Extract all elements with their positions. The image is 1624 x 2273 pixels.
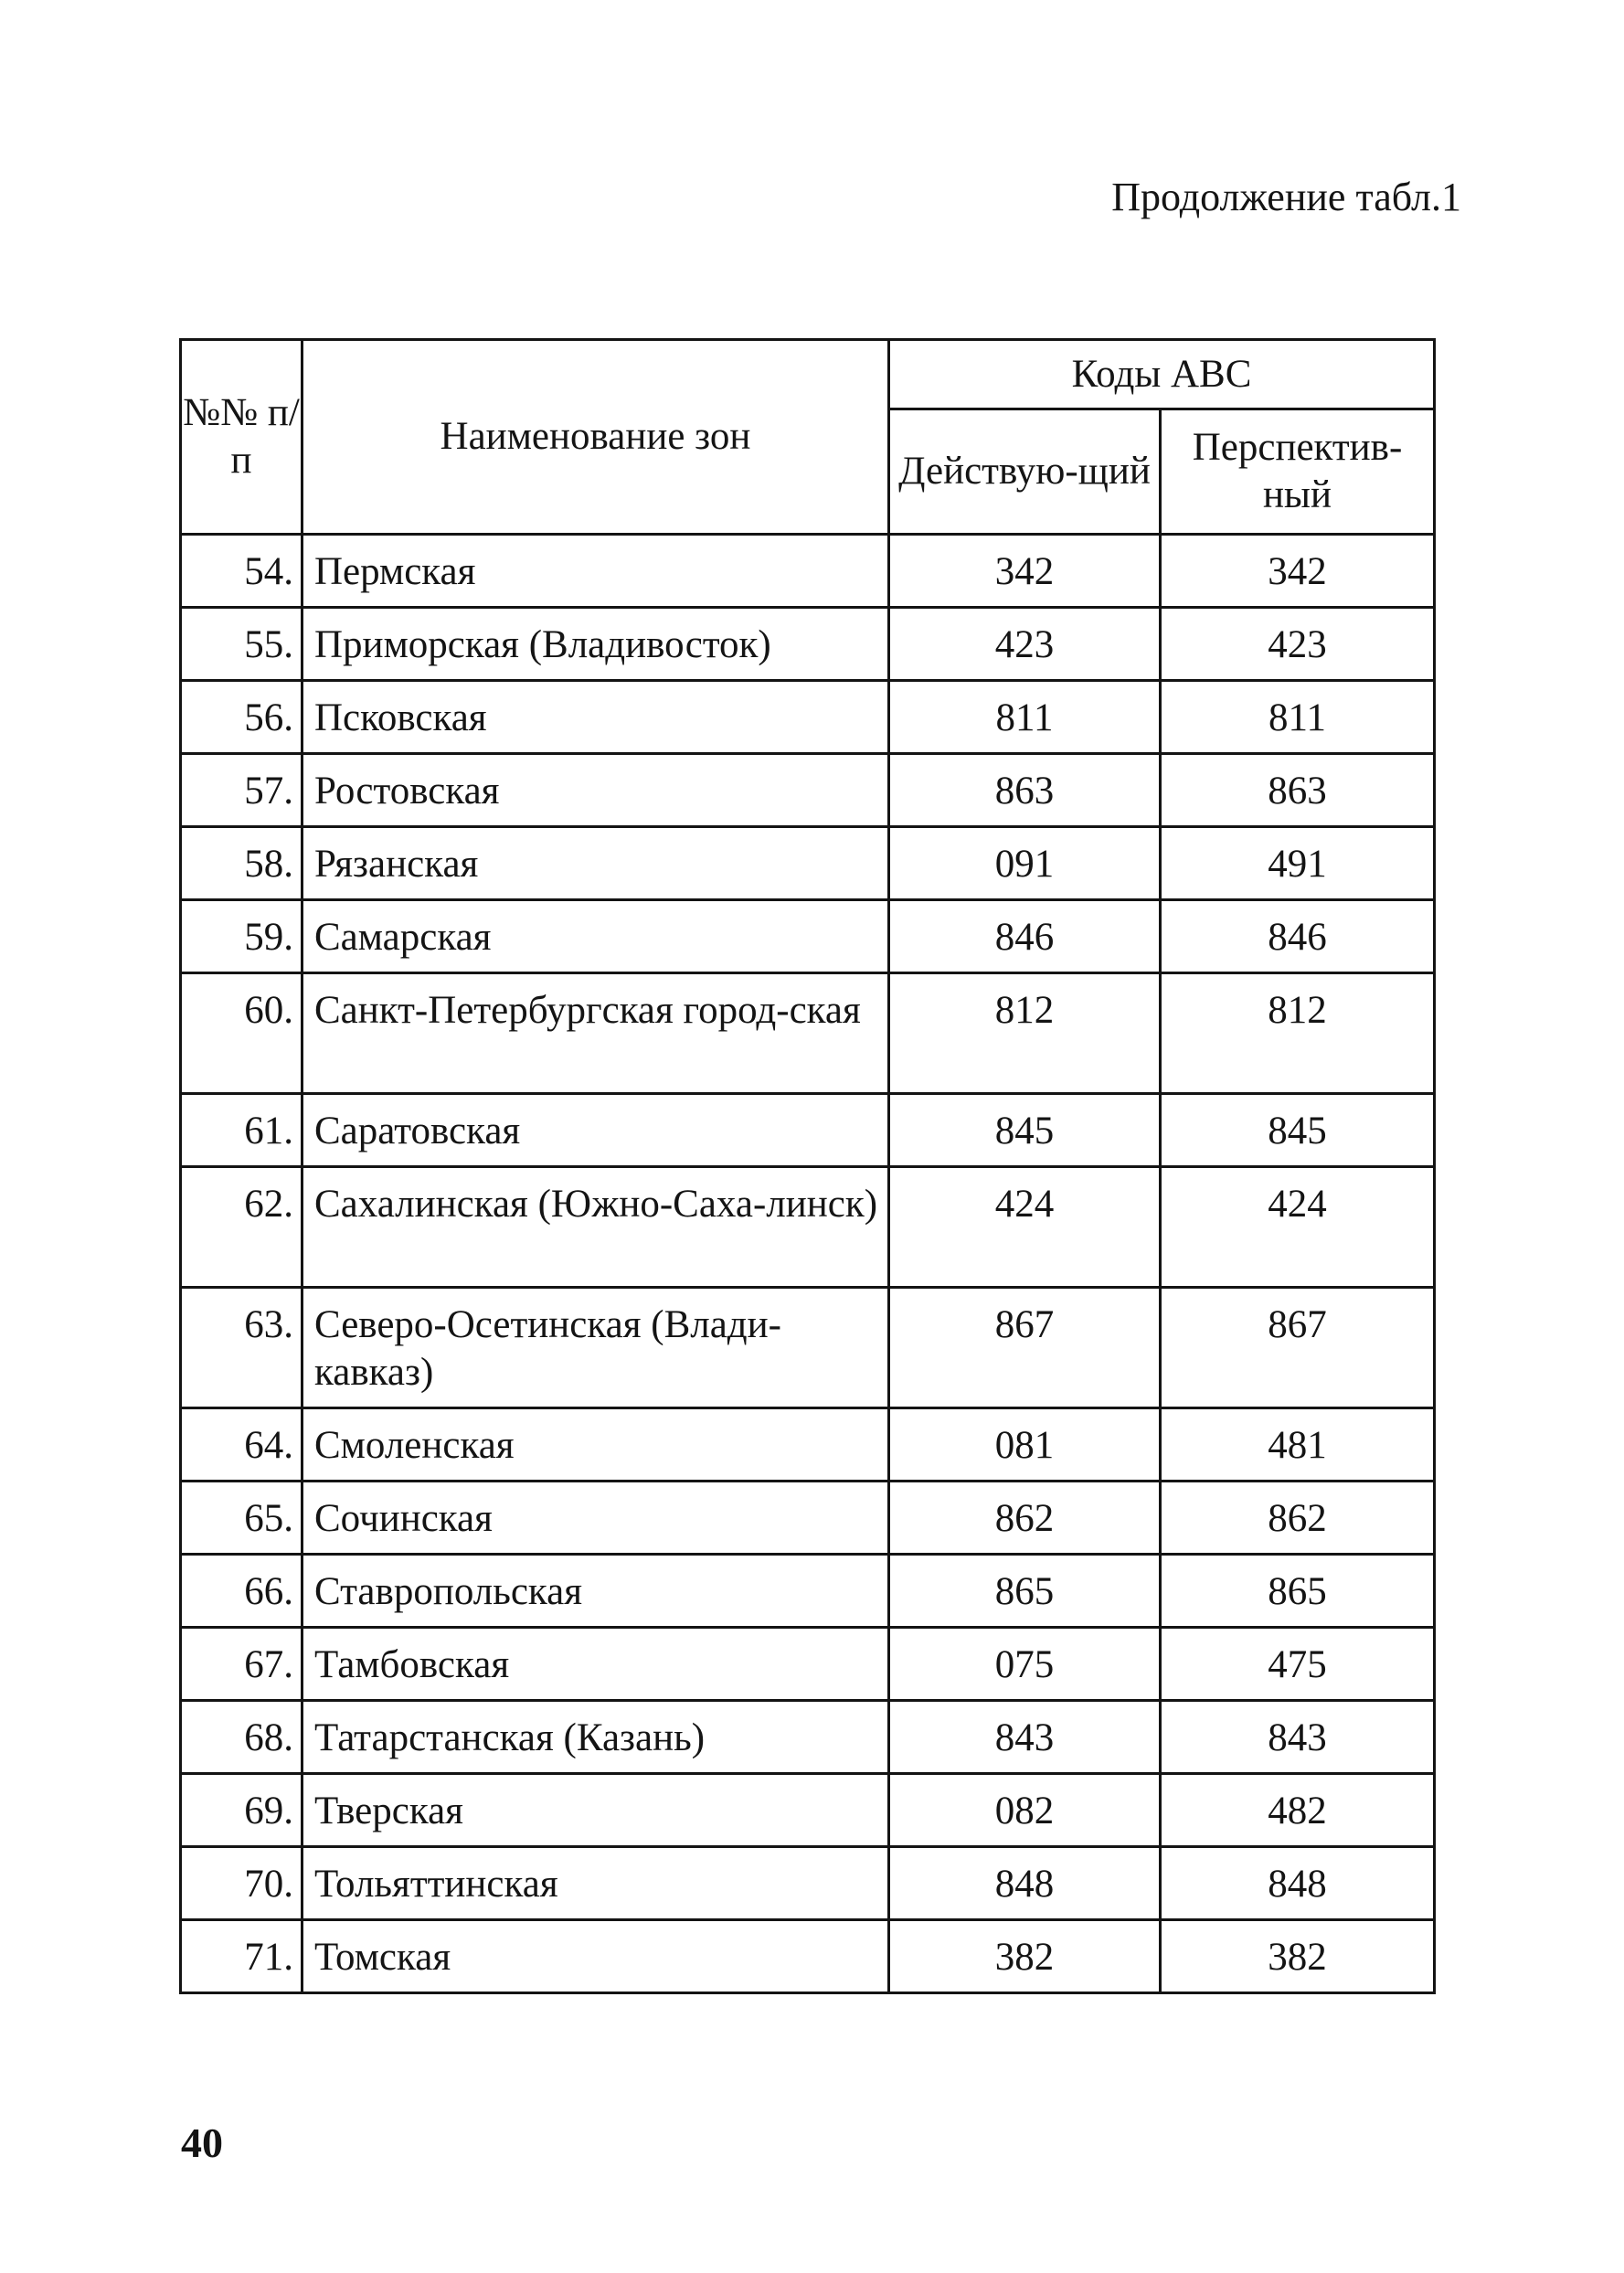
row-number: 63. xyxy=(181,1288,303,1408)
header-current: Действую-щий xyxy=(889,409,1161,535)
zone-name: Сахалинская (Южно-Саха-линск) xyxy=(303,1167,889,1288)
table-row xyxy=(181,1167,1435,1288)
current-code: 423 xyxy=(889,608,1161,681)
table-row xyxy=(181,973,1435,1094)
current-code: 382 xyxy=(889,1920,1161,1993)
table-row xyxy=(181,1555,1435,1628)
zone-name: Самарская xyxy=(303,900,889,973)
row-number: 62. xyxy=(181,1167,303,1288)
table-row xyxy=(181,608,1435,681)
prospective-code: 846 xyxy=(1161,900,1435,973)
table-row xyxy=(181,681,1435,754)
zone-name: Санкт-Петербургская город-ская xyxy=(303,973,889,1094)
current-code: 342 xyxy=(889,535,1161,608)
zone-name: Ставропольская xyxy=(303,1555,889,1628)
zone-name: Тверская xyxy=(303,1774,889,1847)
row-number: 56. xyxy=(181,681,303,754)
table-row xyxy=(181,1482,1435,1555)
current-code: 091 xyxy=(889,827,1161,900)
row-number: 65. xyxy=(181,1482,303,1555)
table-row xyxy=(181,900,1435,973)
table-row xyxy=(181,1847,1435,1920)
prospective-code: 848 xyxy=(1161,1847,1435,1920)
current-code: 865 xyxy=(889,1555,1161,1628)
current-code: 081 xyxy=(889,1408,1161,1482)
zone-name: Северо-Осетинская (Влади-кавказ) xyxy=(303,1288,889,1408)
table-row xyxy=(181,1920,1435,1993)
prospective-code: 342 xyxy=(1161,535,1435,608)
table-row xyxy=(181,535,1435,608)
row-number: 57. xyxy=(181,754,303,827)
zones-table xyxy=(179,338,1436,1994)
current-code: 863 xyxy=(889,754,1161,827)
prospective-code: 482 xyxy=(1161,1774,1435,1847)
current-code: 843 xyxy=(889,1701,1161,1774)
table-row xyxy=(181,1408,1435,1482)
prospective-code: 843 xyxy=(1161,1701,1435,1774)
prospective-code: 491 xyxy=(1161,827,1435,900)
prospective-code: 811 xyxy=(1161,681,1435,754)
current-code: 082 xyxy=(889,1774,1161,1847)
current-code: 862 xyxy=(889,1482,1161,1555)
table-row xyxy=(181,1701,1435,1774)
row-number: 59. xyxy=(181,900,303,973)
row-number: 69. xyxy=(181,1774,303,1847)
row-number: 61. xyxy=(181,1094,303,1167)
row-number: 71. xyxy=(181,1920,303,1993)
prospective-code: 845 xyxy=(1161,1094,1435,1167)
zone-name: Ростовская xyxy=(303,754,889,827)
row-number: 67. xyxy=(181,1628,303,1701)
current-code: 845 xyxy=(889,1094,1161,1167)
current-code: 812 xyxy=(889,973,1161,1094)
zone-name: Приморская (Владивосток) xyxy=(303,608,889,681)
header-codes-group: Коды АВС xyxy=(889,340,1435,409)
row-number: 64. xyxy=(181,1408,303,1482)
current-code: 075 xyxy=(889,1628,1161,1701)
current-code: 846 xyxy=(889,900,1161,973)
table-row xyxy=(181,1288,1435,1408)
row-number: 58. xyxy=(181,827,303,900)
prospective-code: 812 xyxy=(1161,973,1435,1094)
zone-name: Татарстанская (Казань) xyxy=(303,1701,889,1774)
row-number: 55. xyxy=(181,608,303,681)
table-row xyxy=(181,1094,1435,1167)
page-number: 40 xyxy=(181,2119,223,2166)
row-number: 60. xyxy=(181,973,303,1094)
zone-name: Смоленская xyxy=(303,1408,889,1482)
prospective-code: 862 xyxy=(1161,1482,1435,1555)
prospective-code: 867 xyxy=(1161,1288,1435,1408)
row-number: 70. xyxy=(181,1847,303,1920)
current-code: 848 xyxy=(889,1847,1161,1920)
header-zone-name: Наименование зон xyxy=(303,340,889,535)
header-prospective: Перспектив-ный xyxy=(1161,409,1435,535)
zone-name: Псковская xyxy=(303,681,889,754)
current-code: 867 xyxy=(889,1288,1161,1408)
zone-name: Пермская xyxy=(303,535,889,608)
prospective-code: 424 xyxy=(1161,1167,1435,1288)
prospective-code: 481 xyxy=(1161,1408,1435,1482)
zone-name: Томская xyxy=(303,1920,889,1993)
row-number: 68. xyxy=(181,1701,303,1774)
current-code: 424 xyxy=(889,1167,1161,1288)
current-code: 811 xyxy=(889,681,1161,754)
prospective-code: 382 xyxy=(1161,1920,1435,1993)
header-number: №№ п/п xyxy=(181,340,303,535)
table-row xyxy=(181,754,1435,827)
prospective-code: 423 xyxy=(1161,608,1435,681)
row-number: 54. xyxy=(181,535,303,608)
prospective-code: 863 xyxy=(1161,754,1435,827)
prospective-code: 475 xyxy=(1161,1628,1435,1701)
zone-name: Тамбовская xyxy=(303,1628,889,1701)
zone-name: Тольяттинская xyxy=(303,1847,889,1920)
prospective-code: 865 xyxy=(1161,1555,1435,1628)
table-continuation-label: Продолжение табл.1 xyxy=(1111,175,1461,219)
zone-name: Рязанская xyxy=(303,827,889,900)
zone-name: Сочинская xyxy=(303,1482,889,1555)
zone-name: Саратовская xyxy=(303,1094,889,1167)
table-row xyxy=(181,827,1435,900)
row-number: 66. xyxy=(181,1555,303,1628)
table-row xyxy=(181,1628,1435,1701)
table-row xyxy=(181,1774,1435,1847)
